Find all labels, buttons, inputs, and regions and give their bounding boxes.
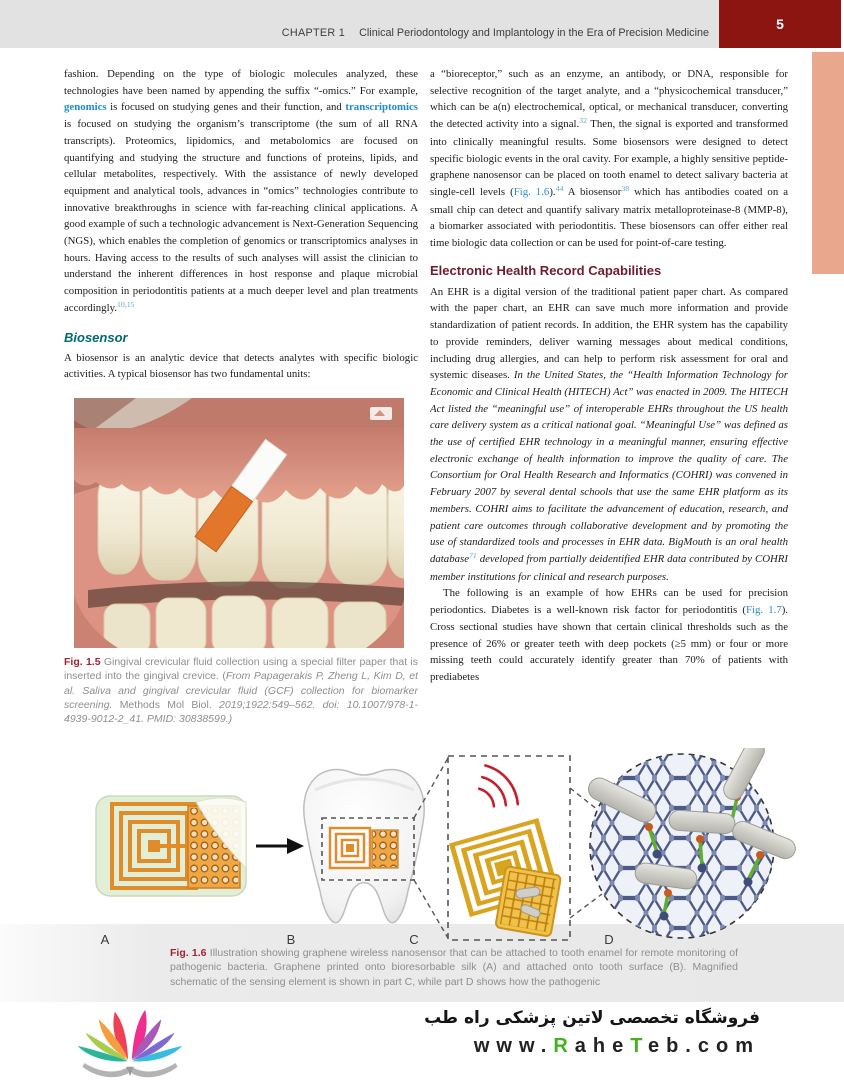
text-segment: From Papagerakis P, Zheng L, Kim D, et al. Saliva and gingival crevicular fluid (GCF) collection for biomarker screening. bbox=[64, 670, 418, 711]
sensing-element-schematic bbox=[448, 756, 602, 940]
text-segment: Fig. 1.5 bbox=[64, 655, 101, 668]
footer bbox=[0, 1002, 844, 1080]
paragraph-biosensor: A biosensor is an analytic device that detects analytes with specific biologic activities. A typical biosensor has two fundamental units: bbox=[64, 351, 418, 381]
inline-link[interactable]: 44 bbox=[555, 183, 564, 193]
inline-link[interactable]: 32 bbox=[579, 116, 587, 126]
section-heading-biosensor: Biosensor bbox=[64, 329, 128, 345]
inline-link[interactable]: genomics bbox=[64, 101, 107, 114]
fig-1-6-caption bbox=[170, 946, 738, 989]
text-segment: a “bioreceptor,” such as an enzyme, an antibody, or DNA, responsible for selective recognition of the target analyte, and a “physicochemical transducer,” which can be a(n) electrochemical, optical, or mechanical transducer, converting the detected activity into a signal. bbox=[430, 68, 788, 131]
inline-link[interactable]: transcriptomics bbox=[345, 101, 418, 114]
text-segment: is focused on studying genes and their function, and bbox=[106, 101, 346, 114]
text-segment: eb.com bbox=[647, 1035, 760, 1057]
paragraph-bioreceptor bbox=[430, 66, 788, 252]
text-segment: ahe bbox=[574, 1035, 631, 1057]
text-segment: ). bbox=[549, 185, 556, 198]
figure-part-label-c: C bbox=[409, 932, 419, 947]
text-segment: In the United States, the “Health Information Technology for Economic and Clinical Health (HITECH) Act” was enacted in 2009. The HITECH Act listed the “meaningful use” of interoperable EHRs throughout the US health care delivery system as a critical national goal. “Meaningful Use” was defined as the use of certified EHR technology in a meaningful manner, ensuring effective electronic exchange of health information to improve the quality of care. The Consortium for Oral Health Research and Informatics (COHRI) was convened in February 2007 by several dental schools that use the same EHR platform as its members. COHRI aims to facilitate the advancement of education, research, and patient care outcomes through collaborative development and by promoting the use of standardized tools and processes in EHR data. BigMouth is an oral health database bbox=[430, 369, 788, 565]
wireless-signal-icon bbox=[479, 766, 518, 807]
fig-1-5-caption bbox=[64, 655, 418, 726]
text-segment: ). Cross sectional studies have shown that certain clinical thresholds such as the presence of 26% or greater teeth with deep pockets (≥5 mm) or four or more missing teeth could accurately identify greater than 70% of patients with prediabetes bbox=[430, 604, 788, 683]
page-number-box bbox=[719, 0, 841, 48]
text-segment: developed from partially deidentified EHR data contributed by COHRI member institutions for clinical and research purposes. bbox=[430, 552, 788, 583]
inline-link[interactable]: Fig. 1.7 bbox=[745, 604, 782, 617]
text-segment: Then, the signal is exported and transformed into clinically meaningful results. Some biosensors were designed to detect specific biologic events in the oral cavity. For example, a highly sensitive peptide-graphene nanosensor can be placed on tooth enamel to detect salivary bacteria at single-cell levels ( bbox=[430, 118, 788, 198]
text-segment: www. bbox=[473, 1035, 554, 1057]
arrow-icon bbox=[256, 838, 304, 854]
sensor-grid-flap bbox=[495, 866, 561, 937]
chapter-title: Clinical Periodontology and Implantology in the Era of Precision Medicine bbox=[359, 27, 709, 39]
text-segment: is focused on studying the organism’s transcriptome (the sum of all RNA transcripts). Proteomics, lipidomics, and metabolomics are focused on quantifying and studying the structure and functions of proteins, lipids, and cellular metabolites, respectively. With the assistance of newly developed equipment and analytical tools, advances in “omics” technologies contribute to innovative breakthroughs in science with far-reaching clinical applications. A good example of such a technologic advancement is Next-Generation Sequencing (NGS), which enables the completion of genomics or transcriptomics analyses in hours. Having access to the results of such analyses will assist the clinician to understand the inherent differences in host response and plaque microbial composition in periodontitis patients at a much deeper level and plan treatments accordingly. bbox=[64, 118, 418, 314]
text-segment: 2019;1922:549–562. doi: 10.1007/978-1-4939-9012-2_41. PMID: 30838599.) bbox=[64, 698, 418, 726]
fig-1-6-illustration bbox=[0, 748, 844, 948]
inline-link[interactable]: 38 bbox=[621, 183, 630, 193]
inline-link[interactable]: 71 bbox=[469, 550, 477, 560]
figure-part-label-b: B bbox=[286, 932, 296, 947]
text-segment: A biosensor bbox=[563, 185, 622, 198]
bookstore-text bbox=[424, 1008, 760, 1058]
bookstore-logo bbox=[70, 1006, 190, 1080]
paragraph-ehr-example bbox=[430, 585, 788, 685]
page-number: 5 bbox=[776, 16, 784, 32]
text-segment: The following is an example of how EHRs can be used for precision periodontics. Diabetes is a well-known risk factor for periodontitis ( bbox=[430, 587, 788, 617]
left-column bbox=[64, 66, 418, 772]
graphene-bacteria-view bbox=[585, 748, 799, 942]
text-segment: fashion. Depending on the type of biologic molecules analyzed, these technologies have been named by appending the suffix “-omics.” For example, bbox=[64, 68, 418, 97]
text-segment: An EHR is a digital version of the traditional patient paper chart. As compared with the paper chart, an EHR can save much more information and provide standardization of patient records. In addition, the EHR system has the capability to provide reminders, deliver warning messages about medical conditions, including drug allergies, and can help to perform risk assessment for oral and systemic diseases. bbox=[430, 285, 788, 382]
figure-part-label-a: A bbox=[100, 932, 110, 947]
figure-part-label-d: D bbox=[604, 932, 614, 947]
page-header bbox=[0, 0, 719, 48]
text-segment: T bbox=[630, 1035, 648, 1057]
tooth-illustration bbox=[304, 758, 448, 938]
bookstore-url bbox=[424, 1035, 760, 1058]
paragraph-ehr bbox=[430, 284, 788, 586]
paragraph-omics bbox=[64, 66, 418, 318]
text-segment: Fig. 1.6 bbox=[170, 947, 207, 959]
fig-1-6-block bbox=[0, 748, 844, 1002]
text-segment: which has antibodies coated on a small chip can detect and quantify salivary matrix metalloproteinase-8 (MMP-8), a biomarker associated with periodontitis. These biosensors can offer either real time biologic data collection or can be used for point-of-care testing. bbox=[430, 185, 788, 250]
text-segment: Gingival crevicular fluid collection using a special filter paper that is inserted into the gingival crevice. ( bbox=[64, 655, 418, 683]
section-heading-ehr: Electronic Health Record Capabilities bbox=[430, 262, 662, 278]
inline-link[interactable]: Fig. 1.6 bbox=[513, 185, 550, 198]
right-column bbox=[430, 66, 788, 766]
chapter-label: CHAPTER 1 bbox=[281, 27, 346, 39]
text-segment: Methods Mol Biol. bbox=[112, 698, 220, 711]
text-segment: Illustration showing graphene wireless nanosensor that can be attached to tooth enamel for remote monitoring of pathogenic bacteria. Graphene printed onto bioresorbable silk (A) and attached onto tooth surface (B). Magnified schematic of the sensing element is shown in part C, while part D shows how the pathogenic bbox=[170, 947, 738, 988]
photo-watermark-icon bbox=[370, 407, 392, 420]
section-thumb-tab bbox=[812, 52, 844, 274]
inline-link[interactable]: 10,15 bbox=[116, 299, 135, 309]
text-segment: R bbox=[553, 1035, 575, 1057]
book-icon bbox=[78, 1010, 183, 1077]
fig-1-5-photo bbox=[74, 398, 404, 648]
bookstore-name: فروشگاه تخصصی لاتین پزشکی راه طب bbox=[424, 1008, 760, 1028]
silk-film-sensor bbox=[96, 796, 246, 896]
